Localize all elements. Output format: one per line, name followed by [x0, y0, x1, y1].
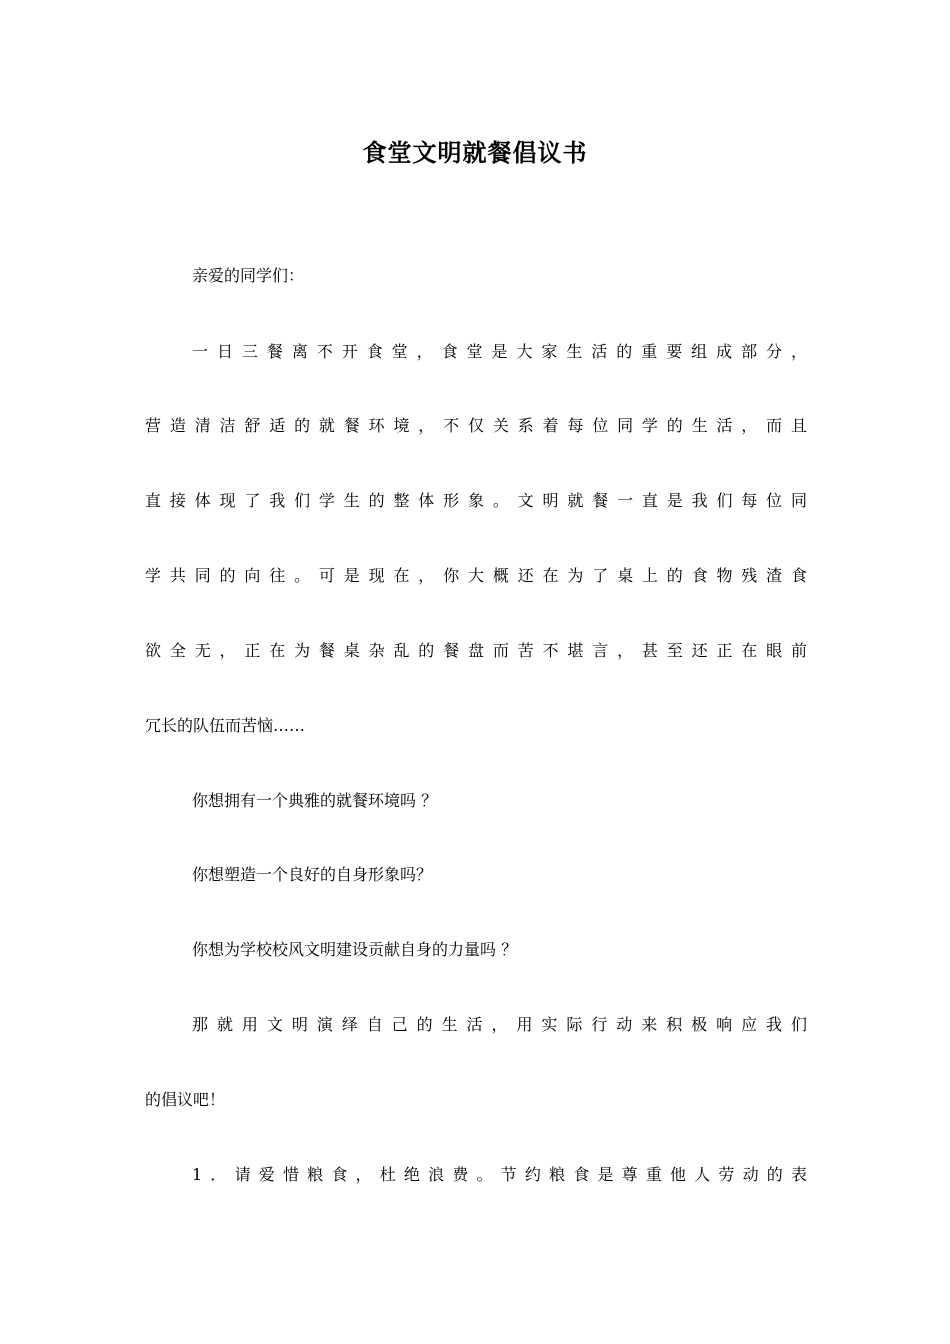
paragraph-1-line-1: 一日三餐离不开食堂，食堂是大家生活的重要组成部分， — [192, 342, 807, 361]
paragraph-1-line-5: 欲全无，正在为餐桌杂乱的餐盘而苦不堪言，甚至还正在眼前 — [145, 641, 807, 660]
question-1: 你想拥有一个典雅的就餐环境吗 ？ — [192, 791, 438, 810]
paragraph-1-line-6: 冗长的队伍而苦恼…… — [145, 716, 306, 735]
paragraph-1-line-4: 学共同的向往。可是现在，你大概还在为了桌上的食物残渣食 — [145, 566, 807, 585]
salutation: 亲爱的同学们： — [192, 266, 305, 285]
list-item-1-line-1: 1．请爱惜粮食，杜绝浪费。节约粮食是尊重他人劳动的表 — [192, 1165, 807, 1184]
paragraph-2-line-2: 的倡议吧！ — [145, 1090, 226, 1109]
paragraph-1-line-2: 营造清洁舒适的就餐环境，不仅关系着每位同学的生活，而且 — [145, 416, 807, 435]
paragraph-2-line-1: 那就用文明演绎自己的生活，用实际行动来积极响应我们 — [192, 1015, 807, 1034]
question-3: 你想为学校校风文明建设贡献自身的力量吗 ？ — [192, 940, 518, 959]
question-2: 你想塑造一个良好的自身形象吗？ — [192, 865, 433, 884]
paragraph-1-line-3: 直接体现了我们学生的整体形象。文明就餐一直是我们每位同 — [145, 491, 807, 510]
document-title: 食堂文明就餐倡议书 — [362, 138, 588, 167]
